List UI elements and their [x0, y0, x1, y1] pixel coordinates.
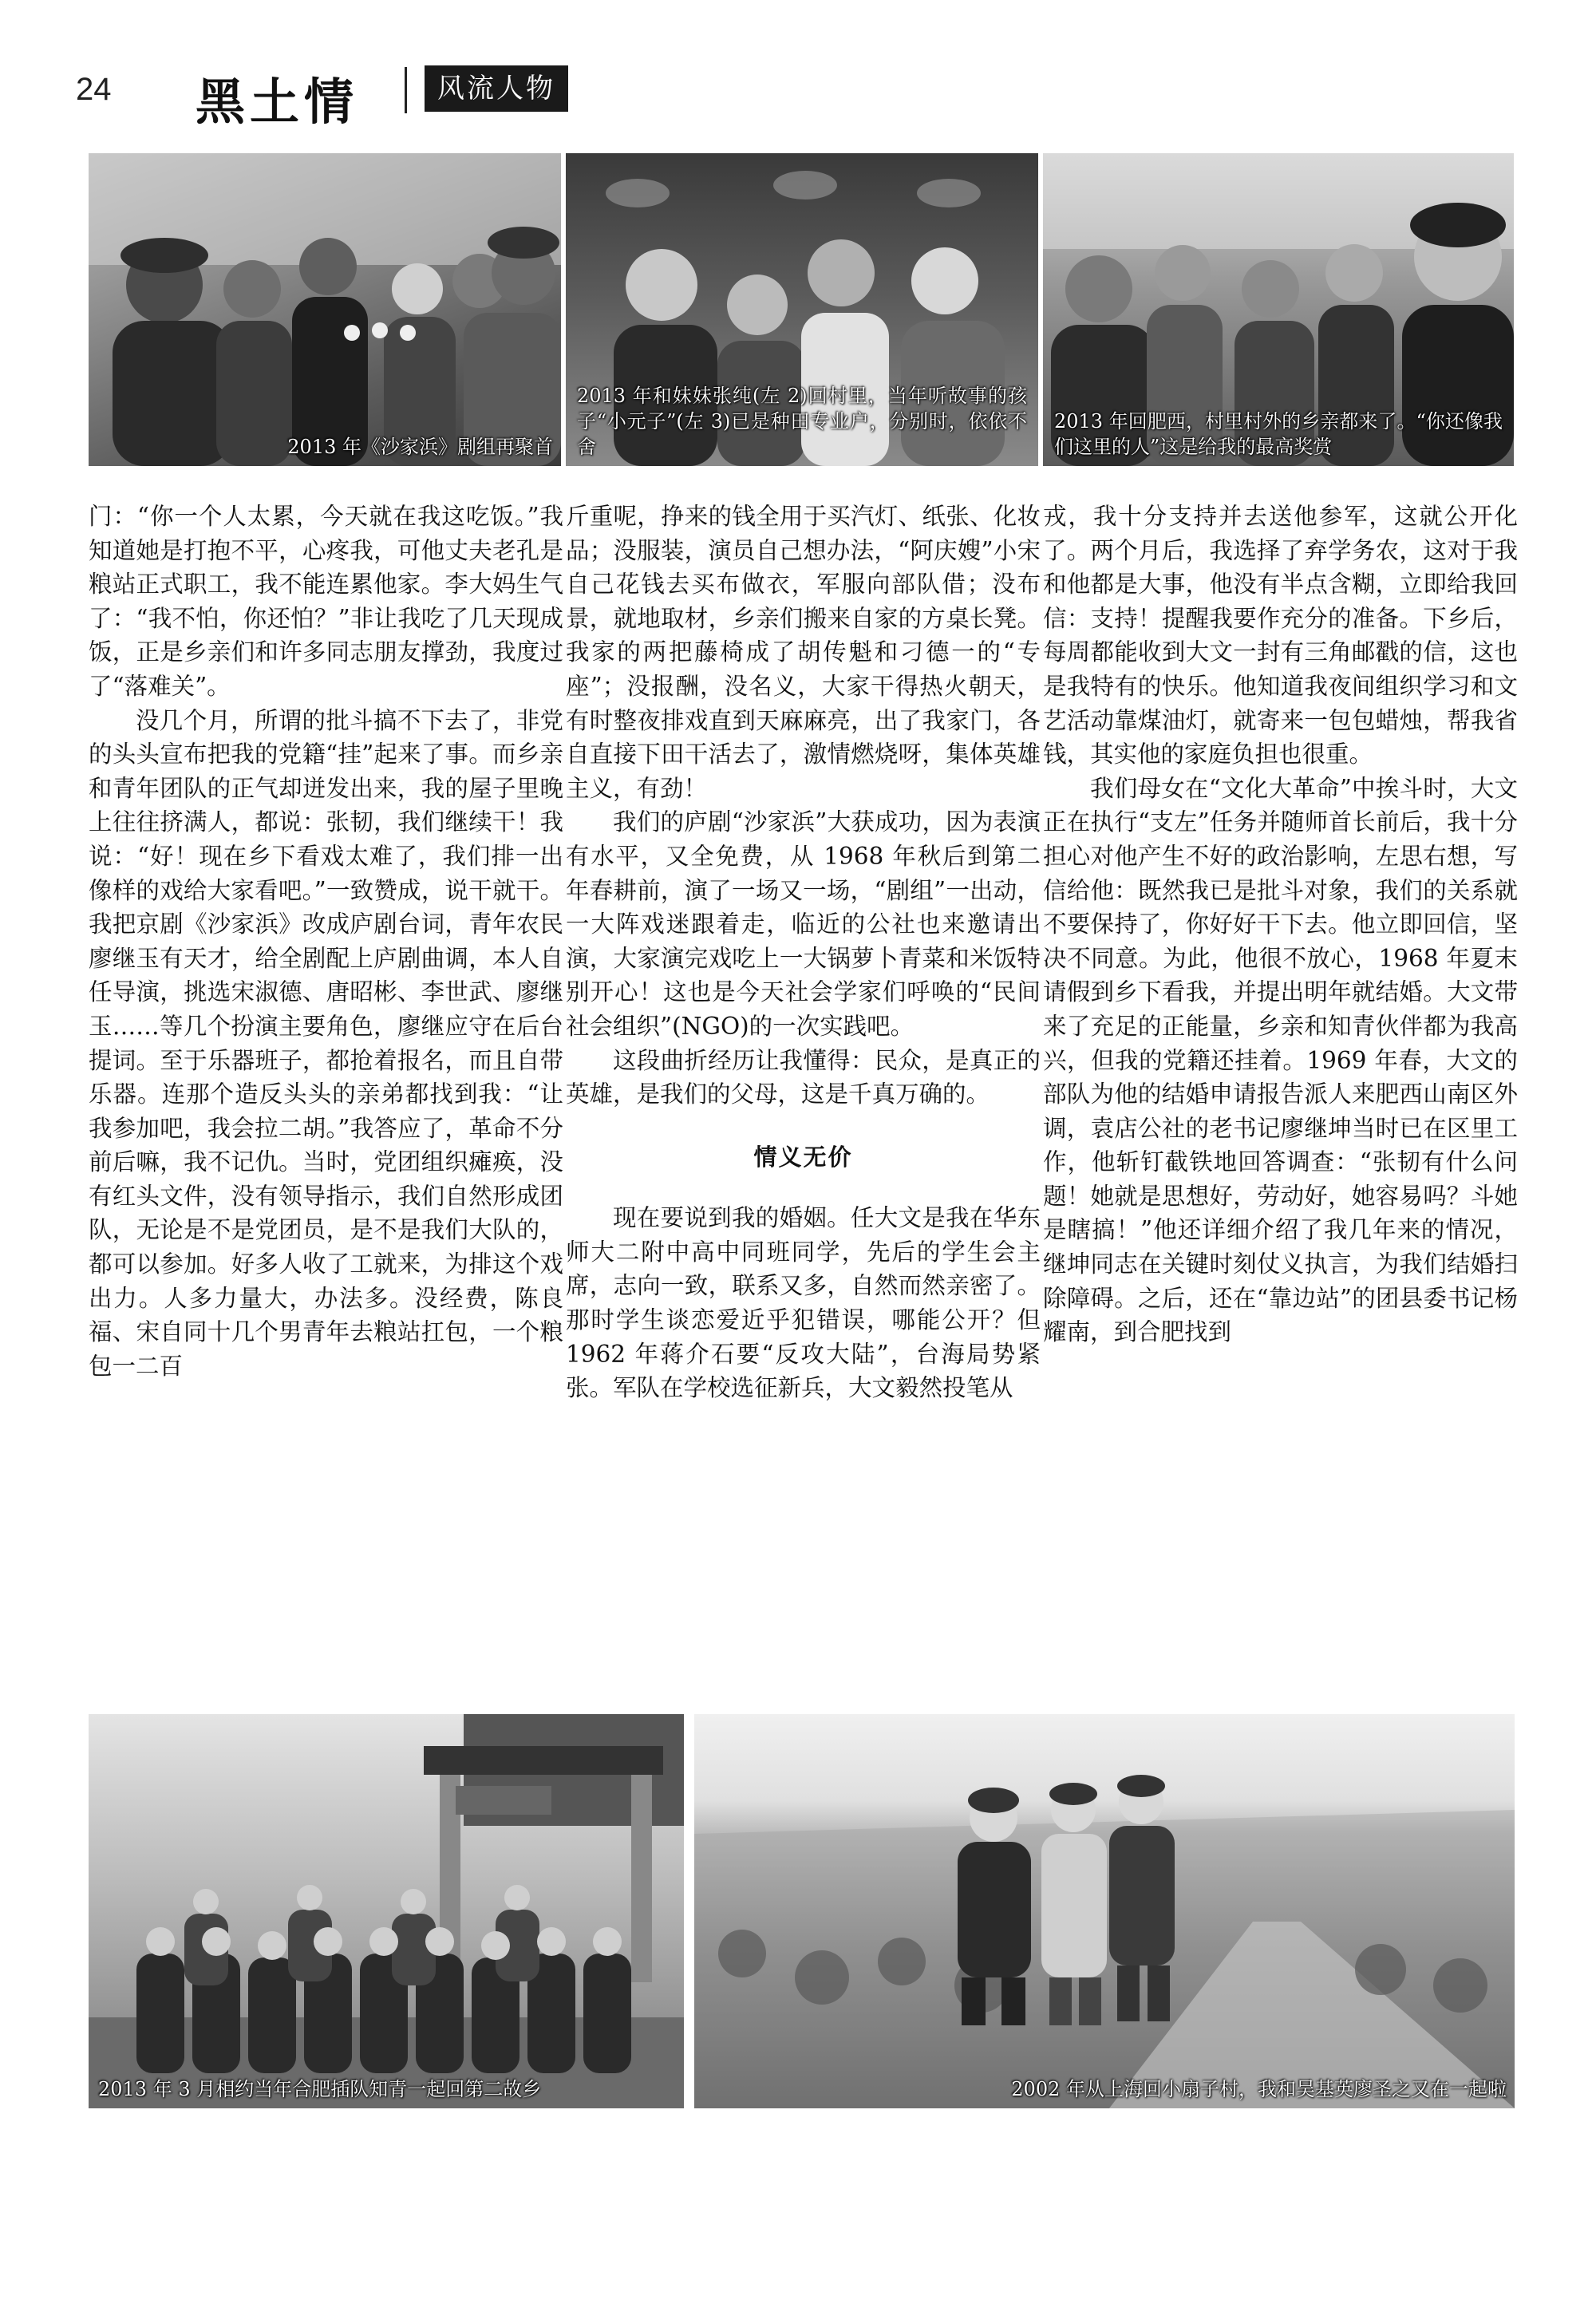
photo-figures [694, 1714, 1515, 2108]
photo-top-left [89, 153, 561, 466]
paragraph: 现在要说到我的婚姻。任大文是我在华东师大二附中高中同班同学，先后的学生会主席，志向一致，联系又多，自然而然亲密了。那时学生谈恋爱近乎犯错误，哪能公开？但 1962 年蒋介石要“反攻大陆”，台海局势紧张。军队在学校选征新兵，大文毅然投笔从 [566, 1204, 1041, 1402]
article-column-2 [566, 500, 1041, 1641]
paragraph: 戎，我十分支持并去送他参军，这就公开化了。两个月后，我选择了弃学务农，这对于我和他都是大事，他没有半点含糊，立即给我回信：支持！提醒我要作充分的准备。下乡后，每周都能收到大文一封有三角邮戳的信，这也是我特有的快乐。他知道我夜间组织学习和文艺活动靠煤油灯，就寄来一包包蜡烛，帮我省钱，其实他的家庭负担也很重。 [1043, 503, 1518, 768]
photo-caption: 2013 年《沙家浜》剧组再聚首 [287, 436, 553, 458]
photo-top-mid [566, 153, 1038, 466]
paragraph: 我们的庐剧“沙家浜”大获成功，因为表演有水平，又全免费，从 1968 年秋后到第二年春耕前，演了一场又一场，“剧组”一出动，一大阵戏迷跟着走，临近的公社也来邀请出演，大家演完戏吃上一大锅萝卜青菜和米饭特别开心！这也是今天社会学家们呼唤的“民间社会组织”(NGO)的一次实践吧。 [566, 808, 1041, 1040]
article-column-3 [1043, 500, 1518, 1641]
photo-caption: 2002 年从上海回小扇子村，我和吴基英廖圣之又在一起啦 [1011, 2078, 1507, 2100]
paragraph: 这段曲折经历让我懂得：民众，是真正的英雄，是我们的父母，这是千真万确的。 [566, 1046, 1041, 1108]
paragraph: 斤重呢，挣来的钱全用于买汽灯、纸张、化妆品；没服装，演员自己想办法，“阿庆嫂”小宋自己花钱去买布做衣，军服向部队借；没布景，就地取材，乡亲们搬来自家的方桌长凳。我家的两把藤椅成了胡传魁和刁德一的“专座”；没报酬，没名义，大家干得热火朝天，有时整夜排戏直到天麻麻亮，出了我家门，各自直接下田干活去了，激情燃烧呀，集体英雄主义，有劲！ [566, 503, 1041, 802]
section-tag: 风流人物 [425, 65, 568, 112]
photo-bottom-right [694, 1714, 1515, 2108]
section-heading: 情义无价 [753, 1143, 853, 1171]
photo-top-right [1043, 153, 1514, 466]
photo-caption: 2013 年 3 月相约当年合肥插队知青一起回第二故乡 [98, 2078, 542, 2100]
photo-bottom-left [89, 1714, 684, 2108]
paragraph: 门：“你一个人太累，今天就在我这吃饭。”我知道她是打抱不平，心疼我，可他丈夫老孔是粮站正式职工，我不能连累他家。李大妈生气了：“我不怕，你还怕？”非让我吃了几天现成饭，正是乡亲们和许多同志朋友撑劲，我度过了“落难关”。 [89, 503, 563, 700]
paragraph: 没几个月，所谓的批斗搞不下去了，非党的头头宣布把我的党籍“挂”起来了事。而乡亲和青年团队的正气却迸发出来，我的屋子里晚上往往挤满人，都说：张韧，我们继续干！我说：“好！现在乡下看戏太难了，我们排一出像样的戏给大家看吧。”一致赞成，说干就干。我把京剧《沙家浜》改成庐剧台词，青年农民廖继玉有天才，给全剧配上庐剧曲调，本人自任导演，挑选宋淑德、唐昭彬、李世武、廖继玉……等几个扮演主要角色，廖继应守在后台提词。至于乐器班子，都抢着报名，而且自带乐器。连那个造反头头的亲弟都找到我：“让我参加吧，我会拉二胡。”我答应了，革命不分前后嘛，我不记仇。当时，党团组织瘫痪，没有红头文件，没有领导指示，我们自然形成团队，无论是不是党团员，是不是我们大队的，都可以参加。好多人收了工就来，为排这个戏出力。人多力量大，办法多。没经费，陈良福、宋自同十几个男青年去粮站扛包，一个粮包一二百 [89, 706, 563, 1380]
photo-caption: 2013 年回肥西，村里村外的乡亲都来了。“你还像我们这里的人”这是给我的最高奖赏 [1054, 410, 1503, 458]
photo-figures [89, 153, 561, 466]
paragraph: 我们母女在“文化大革命”中挨斗时，大文正在执行“支左”任务并随师首长前后，我十分担心对他产生不好的政治影响，左思右想，写信给他：既然我已是批斗对象，我们的关系就不要保持了，你好好干下去。他立即回信，坚决不同意。为此，他很不放心，1968 年夏末请假到乡下看我，并提出明年就结婚。大文带来了充足的正能量，乡亲和知青伙伴都为我高兴，但我的党籍还挂着。1969 年春，大文的部队为他的结婚申请报告派人来肥西山南区外调，袁店公社的老书记廖继坤当时已在区里工作，他斩钉截铁地回答调查：“张韧有什么问题！她就是思想好，劳动好，她容易吗？斗她是瞎搞！”他还详细介绍了我几年来的情况，继坤同志在关键时刻仗义执言，为我们结婚扫除障碍。之后，还在“靠边站”的团县委书记杨耀南，到合肥找到 [1043, 774, 1518, 1346]
page-header [76, 62, 1512, 131]
article-column-1 [89, 500, 563, 1641]
magazine-title: 黑土情 [196, 73, 359, 131]
photo-figures [89, 1714, 684, 2108]
page-number: 24 [76, 72, 112, 107]
photo-caption: 2013 年和妹妹张纯(左 2)回村里，当年听故事的孩子“小元子”(左 3)已是种田专业户，分别时，依依不舍 [577, 385, 1027, 458]
header-divider [405, 67, 407, 113]
